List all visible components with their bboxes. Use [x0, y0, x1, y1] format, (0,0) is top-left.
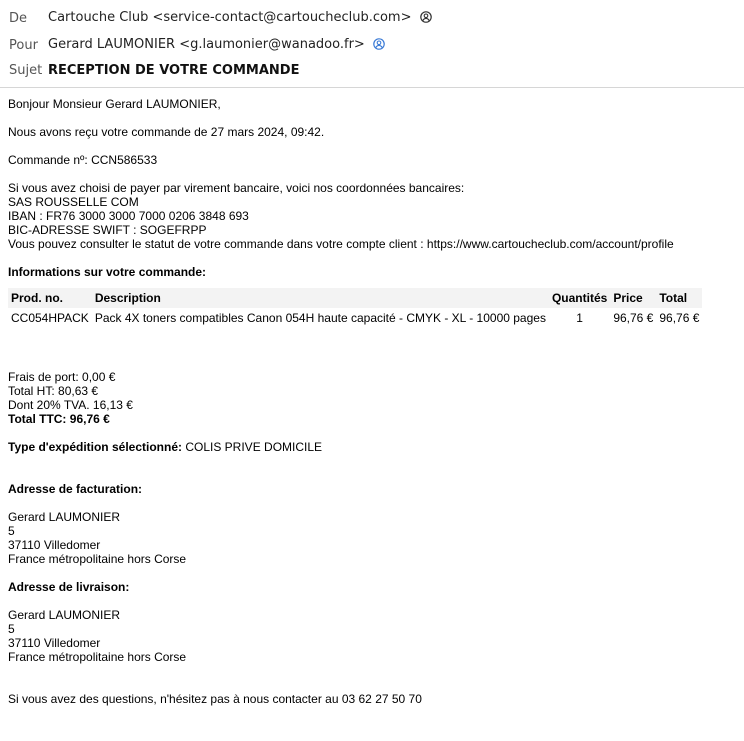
shipping-type: Type d'expédition sélectionné: COLIS PRIVE DOMICILE — [8, 440, 323, 454]
col-description: Description — [92, 288, 549, 308]
billing-line: 37110 Villedomer — [8, 538, 101, 552]
total-ht: Total HT: 80,63 € — [8, 384, 99, 398]
from-address[interactable]: Cartouche Club <service-contact@cartoucheclub.com> — [48, 9, 412, 25]
bank-intro: Si vous avez choisi de payer par virement bancaire, voici nos coordonnées bancaires: — [8, 181, 465, 195]
delivery-line: France métropolitaine hors Corse — [8, 650, 187, 664]
message-body — [8, 90, 738, 706]
billing-heading: Adresse de facturation: — [8, 482, 143, 496]
table-header-row — [8, 288, 702, 308]
billing-line: France métropolitaine hors Corse — [8, 552, 187, 566]
from-value[interactable] — [48, 10, 432, 27]
cell-prod-no: CC054HPACK — [11, 311, 89, 325]
info-heading: Informations sur votre commande: — [8, 265, 207, 279]
shipping-fee: Frais de port: 0,00 € — [8, 370, 116, 384]
cell-description: Pack 4X toners compatibles Canon 054H haute capacité - CMYK - XL - 10000 pages — [94, 311, 546, 325]
table-row — [8, 308, 702, 328]
billing-line: Gerard LAUMONIER — [8, 510, 121, 524]
bic: BIC-ADRESSE SWIFT : SOGEFRPP — [8, 223, 207, 237]
col-prod-no: Prod. no. — [8, 288, 92, 308]
status-text: Vous pouvez consulter le statut de votre commande dans votre compte client : https://www.cartoucheclub.com/account/profile — [8, 237, 674, 251]
delivery-line: 37110 Villedomer — [8, 636, 101, 650]
cell-price: 96,76 € — [613, 311, 654, 325]
contact-text: Si vous avez des questions, n'hésitez pas à nous contacter au 03 62 27 50 70 — [8, 692, 422, 706]
delivery-line: Gerard LAUMONIER — [8, 608, 121, 622]
bank-name: SAS ROUSSELLE COM — [8, 195, 139, 209]
to-value[interactable] — [48, 37, 385, 54]
order-table — [8, 288, 702, 328]
greeting: Bonjour Monsieur Gerard LAUMONIER, — [8, 97, 221, 111]
delivery-line: 5 — [8, 622, 15, 636]
subject-value: RECEPTION DE VOTRE COMMANDE — [48, 62, 300, 78]
col-quantity: Quantités — [549, 288, 610, 308]
subject-label: Sujet — [9, 62, 43, 78]
cell-total: 96,76 € — [659, 311, 700, 325]
header-divider — [0, 87, 744, 88]
contact-icon[interactable] — [420, 11, 432, 27]
to-address[interactable]: Gerard LAUMONIER <g.laumonier@wanadoo.fr> — [48, 36, 365, 52]
cell-quantity: 1 — [576, 311, 583, 325]
delivery-heading: Adresse de livraison: — [8, 580, 130, 594]
iban: IBAN : FR76 3000 3000 7000 0206 3848 693 — [8, 209, 249, 223]
contact-icon[interactable] — [373, 38, 385, 54]
order-received-text: Nous avons reçu votre commande de 27 mars 2024, 09:42. — [8, 125, 325, 139]
order-number: Commande nº: CCN586533 — [8, 153, 158, 167]
tva: Dont 20% TVA. 16,13 € — [8, 398, 133, 412]
to-label: Pour — [9, 37, 38, 53]
col-total: Total — [656, 288, 702, 308]
total-ttc: Total TTC: 96,76 € — [8, 412, 110, 426]
billing-line: 5 — [8, 524, 15, 538]
col-price: Price — [610, 288, 656, 308]
from-label: De — [9, 10, 28, 26]
